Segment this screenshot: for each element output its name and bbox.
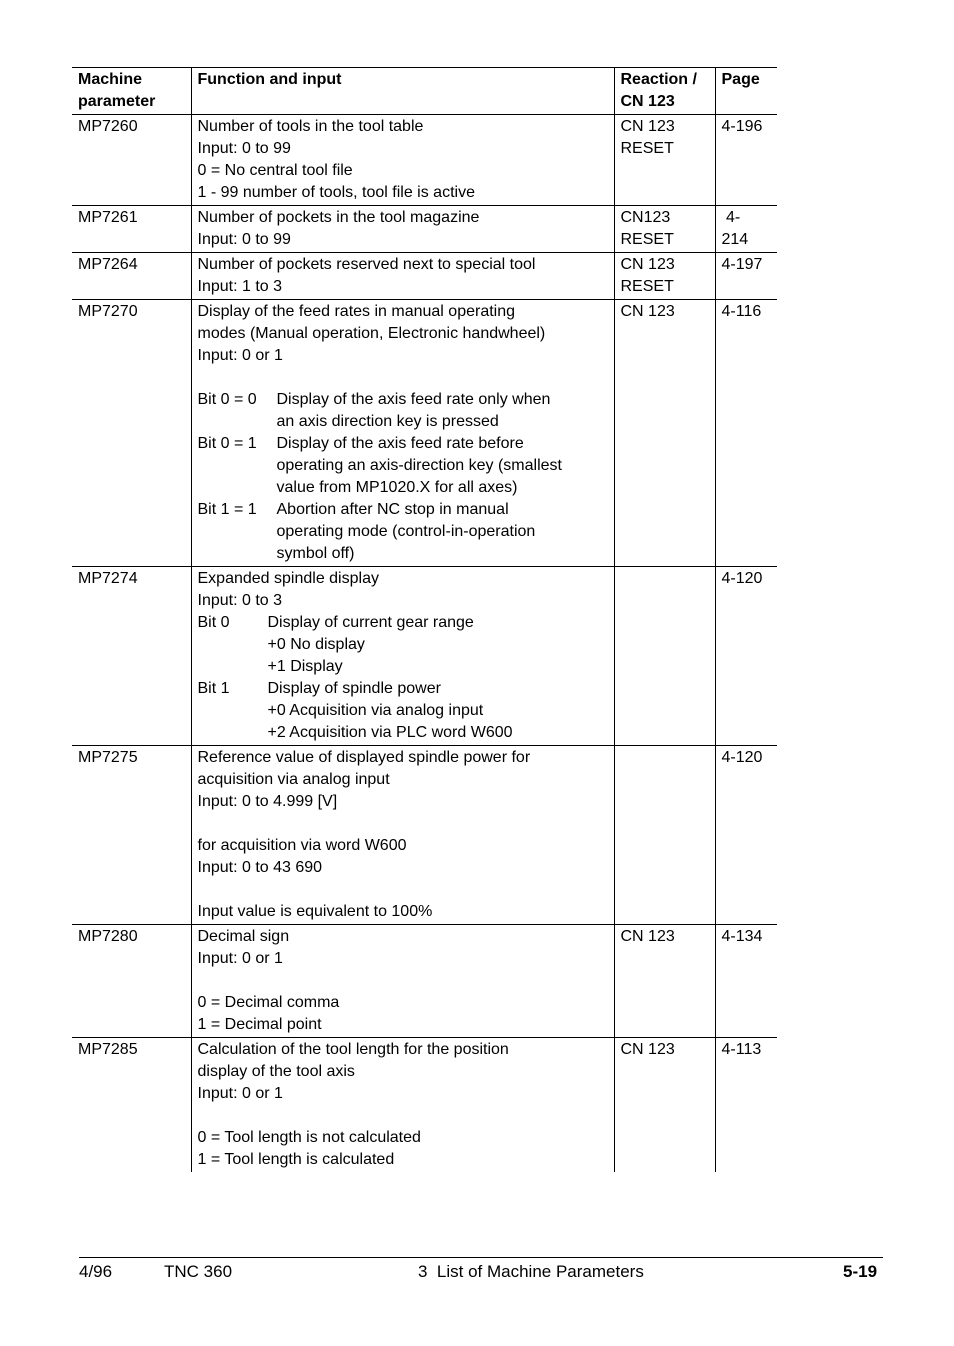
footer-product: TNC 360 (164, 1262, 233, 1281)
header-page: Page (715, 68, 777, 115)
reaction-cell (614, 746, 715, 925)
param-cell: MP7280 (78, 928, 138, 945)
page-cell: 4-120 (715, 567, 777, 746)
footer-page-number: 5-19 (843, 1262, 878, 1281)
table-row (72, 925, 777, 1038)
page-cell: 4- 214 (715, 206, 777, 253)
page-cell: 4-196 (715, 115, 777, 206)
table-row (72, 567, 777, 746)
table-row (72, 746, 777, 925)
machine-parameter-table (72, 67, 777, 1172)
reaction-cell: CN 123 RESET (614, 253, 715, 300)
reaction-cell: CN 123 (614, 925, 715, 1038)
function-cell: Expanded spindle display Input: 0 to 3 Bit 0 Display of current gear range +0 No display +1 Display Bit 1 Display of spindle power +0 Acquisition via analog input +2 Acquisition via PLC word W600 (191, 567, 614, 746)
bit-description: Bit 0 Display of current gear range +0 No display +1 Display (197, 614, 474, 675)
table-row (72, 115, 777, 206)
footer-date: 4/96 (79, 1262, 113, 1281)
param-cell: MP7274 (78, 570, 138, 587)
table-row (72, 300, 777, 567)
function-cell: Number of tools in the tool table Input: 0 to 99 0 = No central tool file 1 - 99 number of tools, tool file is active (191, 115, 614, 206)
page-cell: 4-134 (715, 925, 777, 1038)
footer-chapter: 3 List of Machine Parameters (418, 1262, 644, 1281)
table-row (72, 1038, 777, 1173)
bit-description: Bit 1 Display of spindle power +0 Acquisition via analog input +2 Acquisition via PLC word W600 (197, 680, 513, 741)
param-cell: MP7270 (78, 303, 138, 320)
table-row (72, 206, 777, 253)
header-parameter: Machine parameter (78, 71, 156, 110)
page-cell: 4-113 (715, 1038, 777, 1173)
header-reaction: Reaction / CN 123 (614, 68, 715, 115)
param-cell: MP7260 (78, 118, 138, 135)
table-row (72, 253, 777, 300)
function-cell: Number of pockets reserved next to special tool Input: 1 to 3 (191, 253, 614, 300)
param-cell: MP7285 (78, 1041, 138, 1058)
page-cell: 4-197 (715, 253, 777, 300)
function-cell: Decimal sign Input: 0 or 1 0 = Decimal comma 1 = Decimal point (191, 925, 614, 1038)
function-cell: Reference value of displayed spindle power for acquisition via analog input Input: 0 to 4.999 [V] for acquisition via word W600 Input: 0 to 43 690 Input value is equivalent to 100% (191, 746, 614, 925)
reaction-cell: CN 123 RESET (614, 115, 715, 206)
param-cell: MP7261 (78, 209, 138, 226)
header-function: Function and input (191, 68, 614, 115)
reaction-cell: CN123 RESET (614, 206, 715, 253)
param-cell: MP7264 (78, 256, 138, 273)
page-cell: 4-116 (715, 300, 777, 567)
reaction-cell: CN 123 (614, 300, 715, 567)
bit-description: Bit 1 = 1 Abortion after NC stop in manual operating mode (control-in-operation symbol off) (197, 501, 536, 562)
bit-description: Bit 0 = 0 Display of the axis feed rate only when an axis direction key is pressed (197, 391, 551, 430)
function-cell: Number of pockets in the tool magazine Input: 0 to 99 (191, 206, 614, 253)
footer-divider (79, 1257, 883, 1258)
function-cell: Calculation of the tool length for the position display of the tool axis Input: 0 or 1 0 = Tool length is not calculated 1 = Tool length is calculated (191, 1038, 614, 1173)
function-cell: Display of the feed rates in manual operating modes (Manual operation, Electronic handwheel) Input: 0 or 1 Bit 0 = 0 Display of the axis feed rate only when an axis direction key is pressed Bit 0 = 1 Display of the axis feed rate before operating an axis-direction key (smallest value from MP1020.X for all axes) Bit 1 = 1 Abortion after NC stop in manual operating mode (control-in-operation symbol off) (191, 300, 614, 567)
table-header-row (72, 68, 777, 115)
reaction-cell: CN 123 (614, 1038, 715, 1173)
reaction-cell (614, 567, 715, 746)
bit-description: Bit 0 = 1 Display of the axis feed rate before operating an axis-direction key (smallest value from MP1020.X for all axes) (197, 435, 562, 496)
page-cell: 4-120 (715, 746, 777, 925)
param-cell: MP7275 (78, 749, 138, 766)
